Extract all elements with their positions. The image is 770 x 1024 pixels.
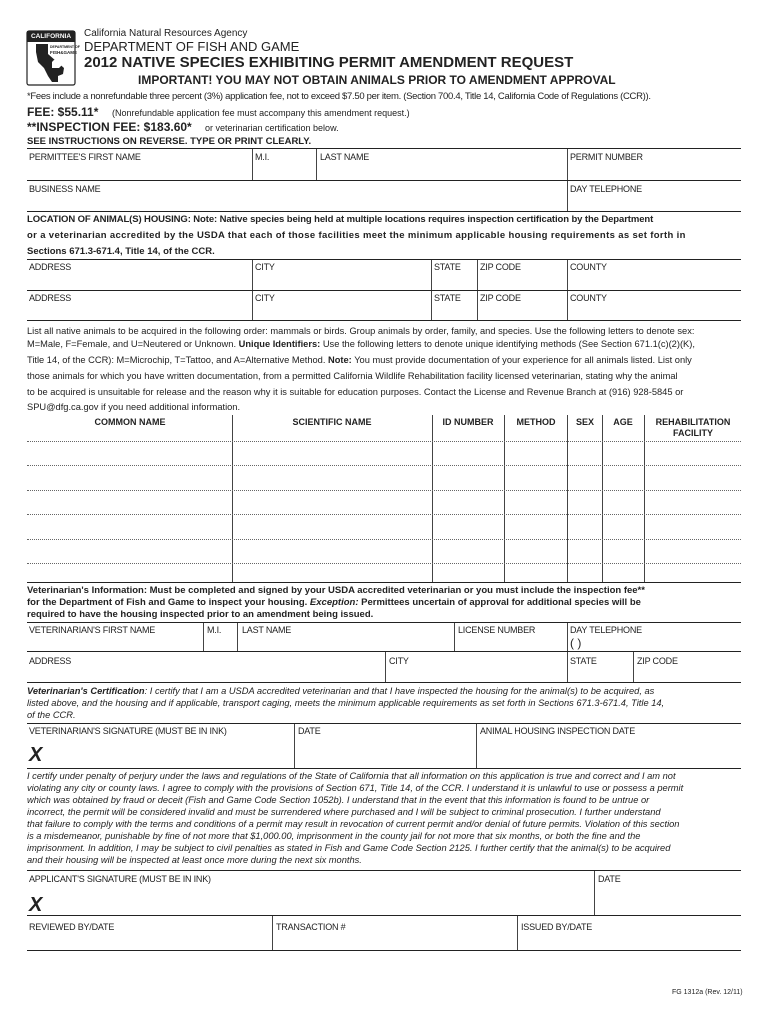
housing-address-label-2: ADDRESS — [29, 293, 72, 303]
permittee-first-name-input[interactable] — [30, 164, 248, 178]
housing-county-label-1: COUNTY — [570, 262, 607, 272]
housing-state-input-2[interactable] — [434, 305, 474, 319]
housing-inspection-date-label: ANIMAL HOUSING INSPECTION DATE — [480, 726, 636, 736]
cdfg-logo — [26, 30, 80, 86]
fee-note: (Nonrefundable application fee must accompany this amendment request.) — [112, 108, 410, 118]
animal-row[interactable] — [28, 517, 740, 537]
permittee-first-name-label: PERMITTEE'S FIRST NAME — [29, 152, 141, 162]
fees-note: *Fees include a nonrefundable three percent (3%) application fee, not to exceed $7.50 per item. (Section 700.4, Title 14, California Code of Regulations (CCR)). — [27, 91, 651, 102]
housing-county-input-2[interactable] — [570, 305, 738, 319]
animals-instructions-line3: Title 14, of the CCR): M=Microchip, T=Tattoo, and A=Alternative Method. Note: You must provide documentation of your experience for all animals listed. List only — [27, 355, 692, 365]
applicant-cert-line6: is a misdemeanor, punishable by fine of not more that $1,000.00, imprisonment in the county jail for not more that six months, or both the fine and the — [27, 831, 641, 841]
logo-text-top: CALIFORNIA — [30, 33, 72, 40]
applicant-date-input[interactable] — [598, 888, 738, 912]
permittee-mi-input[interactable] — [255, 164, 313, 178]
vet-info-line3: required to have the housing inspected prior to an amendment being issued. — [27, 609, 374, 620]
column-common-name: COMMON NAME — [94, 417, 166, 427]
issued-by-label: ISSUED BY/DATE — [521, 922, 593, 932]
vet-mi-label: M.I. — [207, 625, 222, 635]
vet-certification-line2: listed above, and the housing and if applicable, transport caging, meets the minimum applicable requirements as set forth in Sections 671.3-671.4, Title 14, — [27, 698, 665, 708]
vet-signature-x-mark: X — [29, 744, 43, 766]
housing-address-label-1: ADDRESS — [29, 262, 72, 272]
reviewed-by-label: REVIEWED BY/DATE — [29, 922, 115, 932]
agency-name: California Natural Resources Agency — [84, 28, 248, 39]
animals-instructions-line5: to be acquired is unsuitable for release and the reason why it is suitable for education purposes. Contact the License and Revenue Branch at (916) 928-5845 or — [27, 387, 684, 397]
form-number: FG 1312a (Rev. 12/11) — [672, 989, 743, 996]
vet-info-line1: Veterinarian's Information: Must be completed and signed by your USDA accredited veterinarian or you must include the inspection fee** — [27, 585, 645, 596]
applicant-cert-line7: imprisonment. In addition, I may be subject to civil penalties as stated in Fish and Game Code Section 2125. I further certify that the animal(s) to be acquired — [27, 843, 671, 853]
permit-number-input[interactable] — [570, 164, 738, 178]
housing-zip-label-1: ZIP CODE — [480, 262, 521, 272]
vet-first-name-input[interactable] — [30, 636, 200, 649]
business-name-input[interactable] — [30, 195, 564, 209]
housing-city-input-1[interactable] — [255, 274, 428, 288]
housing-county-input-1[interactable] — [570, 274, 738, 288]
vet-license-input[interactable] — [458, 636, 564, 649]
housing-city-input-2[interactable] — [255, 305, 428, 319]
housing-zip-label-2: ZIP CODE — [480, 293, 521, 303]
permittee-mi-label: M.I. — [255, 152, 270, 162]
animals-instructions-line4: those animals for which you have written documentation, from a permitted California Wildlife Rehabilitation facility licensed veterinarian, stating why the animal — [27, 371, 678, 381]
vet-license-label: LICENSE NUMBER — [458, 625, 536, 635]
animal-row[interactable] — [28, 444, 740, 464]
instructions-note: SEE INSTRUCTIONS ON REVERSE. TYPE OR PRINT CLEARLY. — [27, 136, 312, 147]
column-age: AGE — [613, 417, 633, 427]
applicant-cert-line5: that failure to comply with the terms and conditions of a permit may result in revocation of current permit and/or denial of future permits. Violation of this section — [27, 819, 680, 829]
vet-zip-input[interactable] — [637, 667, 738, 680]
applicant-cert-line8: and their housing will be inspected at least once more during the next six months. — [27, 855, 362, 865]
permit-number-label: PERMIT NUMBER — [570, 152, 643, 162]
housing-zip-input-2[interactable] — [480, 305, 564, 319]
vet-info-line2: for the Department of Fish and Game to inspect your housing. Exception: Permittees uncertain of approval for additional species will be — [27, 597, 641, 608]
column-scientific-name: SCIENTIFIC NAME — [292, 417, 372, 427]
vet-city-input[interactable] — [389, 667, 564, 680]
fee-amount: FEE: $55.11* — [27, 105, 99, 119]
animals-instructions-line6: SPU@dfg.ca.gov if you need additional information. — [27, 402, 241, 412]
vet-last-name-label: LAST NAME — [242, 625, 292, 635]
applicant-signature-label: APPLICANT'S SIGNATURE (MUST BE IN INK) — [29, 874, 211, 884]
vet-certification-line3: of the CCR. — [27, 710, 76, 720]
housing-city-label-2: CITY — [255, 293, 275, 303]
important-notice: IMPORTANT! YOU MAY NOT OBTAIN ANIMALS PRIOR TO AMENDMENT APPROVAL — [138, 73, 616, 87]
column-rehabilitation-facility: REHABILITATION FACILITY — [655, 417, 731, 438]
housing-state-label-1: STATE — [434, 262, 461, 272]
permittee-last-name-label: LAST NAME — [320, 152, 370, 162]
vet-last-name-input[interactable] — [242, 636, 451, 649]
housing-address-input-2[interactable] — [30, 305, 248, 319]
vet-address-input[interactable] — [30, 667, 382, 680]
column-sex: SEX — [575, 417, 594, 427]
animal-row[interactable] — [28, 542, 740, 562]
logo-text-bottom: FISH&GAME — [50, 50, 77, 55]
housing-county-label-2: COUNTY — [570, 293, 607, 303]
housing-zip-input-1[interactable] — [480, 274, 564, 288]
day-telephone-input[interactable] — [570, 195, 738, 209]
logo-text-mid: DEPARTMENT OF — [50, 45, 80, 49]
inspection-fee-note: or veterinarian certification below. — [205, 123, 339, 133]
column-id-number: ID NUMBER — [442, 417, 494, 427]
applicant-cert-line1: I certify under penalty of perjury under the laws and regulations of the State of California that all information on this application is true and correct and I am not — [27, 771, 676, 781]
animals-instructions-line2: M=Male, F=Female, and U=Neutered or Unknown. Unique Identifiers: Use the following letters to denote unique identifying methods (See Section 671.1(c)(2)(K), — [27, 339, 695, 349]
column-method: METHOD — [516, 417, 556, 427]
animals-instructions-line1: List all native animals to be acquired in the following order: mammals or birds. Group animals by order, family, and species. Use the following letters to denote sex: — [27, 326, 695, 336]
vet-city-label: CITY — [389, 656, 409, 666]
housing-city-label-1: CITY — [255, 262, 275, 272]
applicant-signature-field[interactable] — [48, 888, 590, 914]
location-note-line2: or a veterinarian accredited by the USDA that each of those facilities meet the minimum applicable housing requirements as set forth in — [27, 230, 686, 241]
housing-state-input-1[interactable] — [434, 274, 474, 288]
vet-phone-area-code: ( ) — [570, 636, 582, 650]
animal-row[interactable] — [28, 493, 740, 513]
housing-state-label-2: STATE — [434, 293, 461, 303]
vet-state-input[interactable] — [570, 667, 630, 680]
vet-mi-input[interactable] — [207, 636, 235, 649]
vet-address-label: ADDRESS — [29, 656, 72, 666]
vet-date-label: DATE — [298, 726, 321, 736]
animal-row[interactable] — [28, 565, 740, 581]
day-telephone-label: DAY TELEPHONE — [570, 184, 642, 194]
housing-address-input-1[interactable] — [30, 274, 248, 288]
applicant-date-label: DATE — [598, 874, 621, 884]
business-name-label: BUSINESS NAME — [29, 184, 101, 194]
location-note-line3: Sections 671.3-671.4, Title 14, of the CCR. — [27, 246, 215, 257]
department-name: DEPARTMENT OF FISH AND GAME — [84, 39, 300, 54]
housing-inspection-date-input[interactable] — [480, 740, 738, 764]
vet-state-label: STATE — [570, 656, 597, 666]
transaction-number-label: TRANSACTION # — [276, 922, 346, 932]
vet-first-name-label: VETERINARIAN'S FIRST NAME — [29, 625, 156, 635]
animal-row[interactable] — [28, 468, 740, 488]
vet-date-input[interactable] — [298, 740, 472, 764]
applicant-cert-line2: violating any city or county laws. I agree to comply with the provisions of Section 671, Title 14, of the CCR. I understand it is unlawful to use or possess a permit — [27, 783, 684, 793]
vet-day-telephone-label: DAY TELEPHONE — [570, 625, 642, 635]
permittee-last-name-input[interactable] — [320, 164, 564, 178]
applicant-signature-x-mark: X — [29, 894, 43, 916]
applicant-cert-line3: which was obtained by fraud or deceit (Fish and Game Code Section 1052b). I understand that in the event that this information is found to be untrue or — [27, 795, 650, 805]
location-note-line1: LOCATION OF ANIMAL(S) HOUSING: Note: Native species being held at multiple locations requires inspection certification by the Department — [27, 214, 654, 225]
vet-certification-line1: Veterinarian's Certification: I certify that I am a USDA accredited veterinarian and that I have inspected the housing for the animal(s) to be acquired, as — [27, 686, 655, 696]
applicant-cert-line4: incorrect, the permit will be considered invalid and must be surrendered where purchased and I will be subject to criminal prosecution. I further understand — [27, 807, 661, 817]
vet-signature-field[interactable] — [48, 740, 290, 766]
form-title: 2012 NATIVE SPECIES EXHIBITING PERMIT AMENDMENT REQUEST — [84, 54, 574, 71]
vet-signature-label: VETERINARIAN'S SIGNATURE (MUST BE IN INK) — [29, 726, 227, 736]
vet-zip-label: ZIP CODE — [637, 656, 678, 666]
inspection-fee: **INSPECTION FEE: $183.60* — [27, 120, 192, 134]
